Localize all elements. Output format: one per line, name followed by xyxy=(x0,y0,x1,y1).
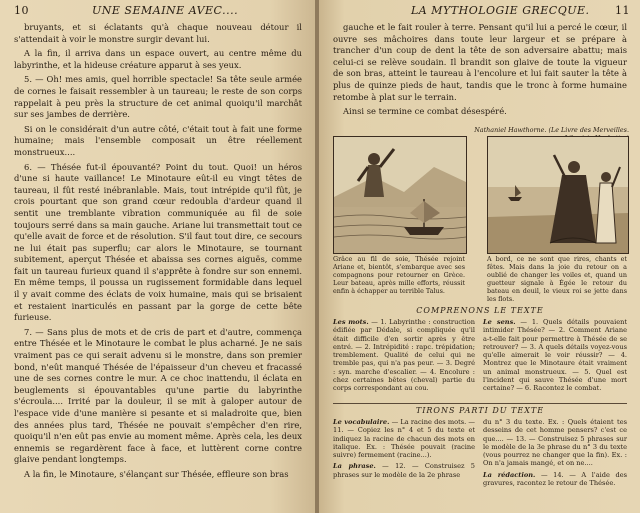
comprenons-title: COMPRENONS LE TEXTE xyxy=(416,306,544,315)
paragraph: Si on le considérait d'un autre côté, c'était tout à fait une forme humaine; mais l'ensemble composait un être réellement monstrueux.... xyxy=(14,123,302,157)
exercise-heading: Les mots. xyxy=(333,318,369,326)
right-body-text xyxy=(333,22,627,121)
paragraph: A la fin, le Minotaure, s'élançant sur Thésée, effleure son bras xyxy=(24,468,289,479)
comprenons-sens xyxy=(483,318,627,396)
exercise-heading: Le vocabulaire. xyxy=(333,418,390,426)
exercise-text: — La racine des mots. — 11. — Copiez les n° 4 et 5 du texte et indiquez la racine de chacun des mots en italique. Ex. : Thésée pouvait (racine suivre) fermement (racine...). xyxy=(333,418,475,460)
exercise-text: — 12. — Construisez 5 phrases sur le modèle de la 2e phrase xyxy=(333,462,475,479)
caption-left: Grâce au fil de soie, Thésée rejoint Ariane et, bientôt, s'embarque avec ses compagnons pour retourner en Grèce. Leur bateau, après mille efforts, réussit enfin à échapper au terrible Talus. xyxy=(333,255,465,295)
exercise-item xyxy=(483,471,627,488)
exercise-item xyxy=(483,318,627,393)
exercise-item xyxy=(333,462,475,479)
exercise-text: — 1. Quels détails pouvaient intimider Thésée? — 2. Comment Ariane a-t-elle fait pour permettre à Thésée de se retrouver? — 3. A quels détails voyez-vous qu'elle aimerait le voir réussir? — 4. Montrez que le Minotaure était vraiment un animal monstrueux. — 5. Quel est l'incident qui sauve Thésée d'une mort certaine? — 6. Racontez le combat. xyxy=(483,318,627,393)
caption-right: A bord, ce ne sont que rires, chants et fêtes. Mais dans la joie du retour on a oublié de changer les voiles et, quand un guetteur signale à Égée le retour du bateau en deuil, le vieux roi se jette dans les flots. xyxy=(487,255,627,303)
exercise-heading: Le sens. xyxy=(483,318,516,326)
paragraph: 6. — Thésée fut-il épouvanté? Point du tout. Quoi! un héros d'une si haute vaillance! Le Minotaure eût-il eu vingt têtes de taureau, il fût resté inébranlable. Mais, tout intrépide qu'il fût, je crois pourtant que son grand cœur redoubla d'ardeur quand il sentit une tremblante vibration communiquée au fil de soie toujours serré dans sa main gauche. Ariane lui transmettait tout ce qu'elle avait de force et de résolution. S'il faut tout dire, ce secours ne lui était pas superflu; car alors le Minotaure, se tournant subitement, aperçut Thésée et abaissa ses cornes aiguës, comme fait un taureau furieux quand il s'apprête à fondre sur son ennemi. En même temps, il poussa un rugissement formidable dans lequel il y avait comme des éclats de voix humaine, mais qui se brisaient et restaient inarticulés en passant par la gorge de cette bête furieuse. xyxy=(14,161,302,323)
exercise-text: du n° 3 du texte. Ex. : Quels étaient tes desseins de cet homme pensers? c'est ce que.... — 13. — Construisez 5 phrases sur le modèle de la 3e phrase du n° 3 du texte (vous pourrez ne changer que la fin). Ex. : On n'a jamais mangé, et on ne.... xyxy=(483,418,627,468)
section-divider xyxy=(333,403,627,404)
tirons-title: TIRONS PARTI DU TEXTE xyxy=(415,406,545,415)
left-body-text xyxy=(14,22,302,484)
illustration-theseus-ship xyxy=(333,136,467,254)
left-page xyxy=(0,0,317,513)
exercise-text: — 14. — A l'aide des gravures, racontez le retour de Thésée. xyxy=(483,470,627,488)
tirons-vocabulaire xyxy=(333,418,475,482)
paragraph: 5. — Oh! mes amis, quel horrible spectacle! Sa tête seule armée de cornes le faisait ressembler à un taureau; le reste de son corps rappelait à peu près la structure de cet animal quoiqu'il marchât sur ses jambes de derrière. xyxy=(14,74,302,120)
illustration-ariadne-shore xyxy=(487,136,629,254)
exercise-heading: La phrase. xyxy=(333,462,376,471)
paragraph: A la fin, il arriva dans un espace ouvert, au centre même du labyrinthe, et la hideuse créature apparut à ses yeux. xyxy=(14,48,302,70)
paragraph: 7. — Sans plus de mots et de cris de part et d'autre, commença entre Thésée et le Minotaure le combat le plus acharné. Je ne sais vraiment pas ce qui serait advenu si le monstre, dans son premier bond, n'eût manqué Thésée de l'épaisseur d'un cheveu et fracassé une de ses cornes contre le mur. A ce choc inattendu, il éclata en beuglements si épouvantables qu'une partie du labyrinthe s'écroula.... Irrité par la douleur, il se mit à galoper autour de l'espace vide d'une manière si pesante et si maladroite que, bien des années plus tard, Thésée ne pouvait s'empêcher d'en rire, quoiqu'il n'en eût pas envie au moment même. Après cela, les deux ennemis se regardèrent face à face, et luttèrent corne contre glaive pendant longtemps. xyxy=(14,326,302,465)
left-running-title: UNE SEMAINE AVEC.... xyxy=(92,4,239,17)
right-page xyxy=(319,0,640,513)
right-page-number: 11 xyxy=(615,4,630,17)
attribution: Nathaniel Hawthorne. (Le Livre des Merveilles. xyxy=(474,126,629,134)
paragraph: Ainsi se termine ce combat désespéré. xyxy=(343,106,507,117)
exercise-item xyxy=(333,418,475,459)
exercise-text: — 1. Labyrinthe : construction édifiée par Dédale, si compliquée qu'il était difficile d'en sortir après y être entré. — 2. Intrépidité : rapc. trépidation; tremblement. Qualité de celui qui ne tremble pas, qui n'a pas peur. — 3. Degré : syn. marche d'escalier. — 4. Encolure : chez certaines bêtes (cheval) partie du corps correspondant au cou. xyxy=(333,318,475,393)
paragraph: gauche et le fait rouler à terre. Pensant qu'il lui a percé le cœur, il ouvre ses mâchoires dans toute leur largeur et se prépare à trancher d'un coup de dent la tête de son adversaire abattu; mais celui-ci se relève soudain. Il brandit son glaive de toute la vigueur de son bras, atteint le taureau à l'encolure et lui fait sauter la tête à plus de quinze pieds de haut, tandis que le tronc à forme humaine retombe à plat sur le terrain. xyxy=(333,22,627,102)
right-running-title: LA MYTHOLOGIE GRECQUE. xyxy=(411,4,590,17)
paragraph: bruyants, et si éclatants qu'à chaque nouveau détour il s'attendait à voir le monstre surgir devant lui. xyxy=(14,22,302,44)
tirons-redaction xyxy=(483,418,627,490)
exercise-item xyxy=(483,418,627,468)
comprenons-mots xyxy=(333,318,475,396)
exercise-item xyxy=(333,318,475,393)
left-page-number: 10 xyxy=(14,4,29,17)
exercise-heading: La rédaction. xyxy=(483,470,536,479)
